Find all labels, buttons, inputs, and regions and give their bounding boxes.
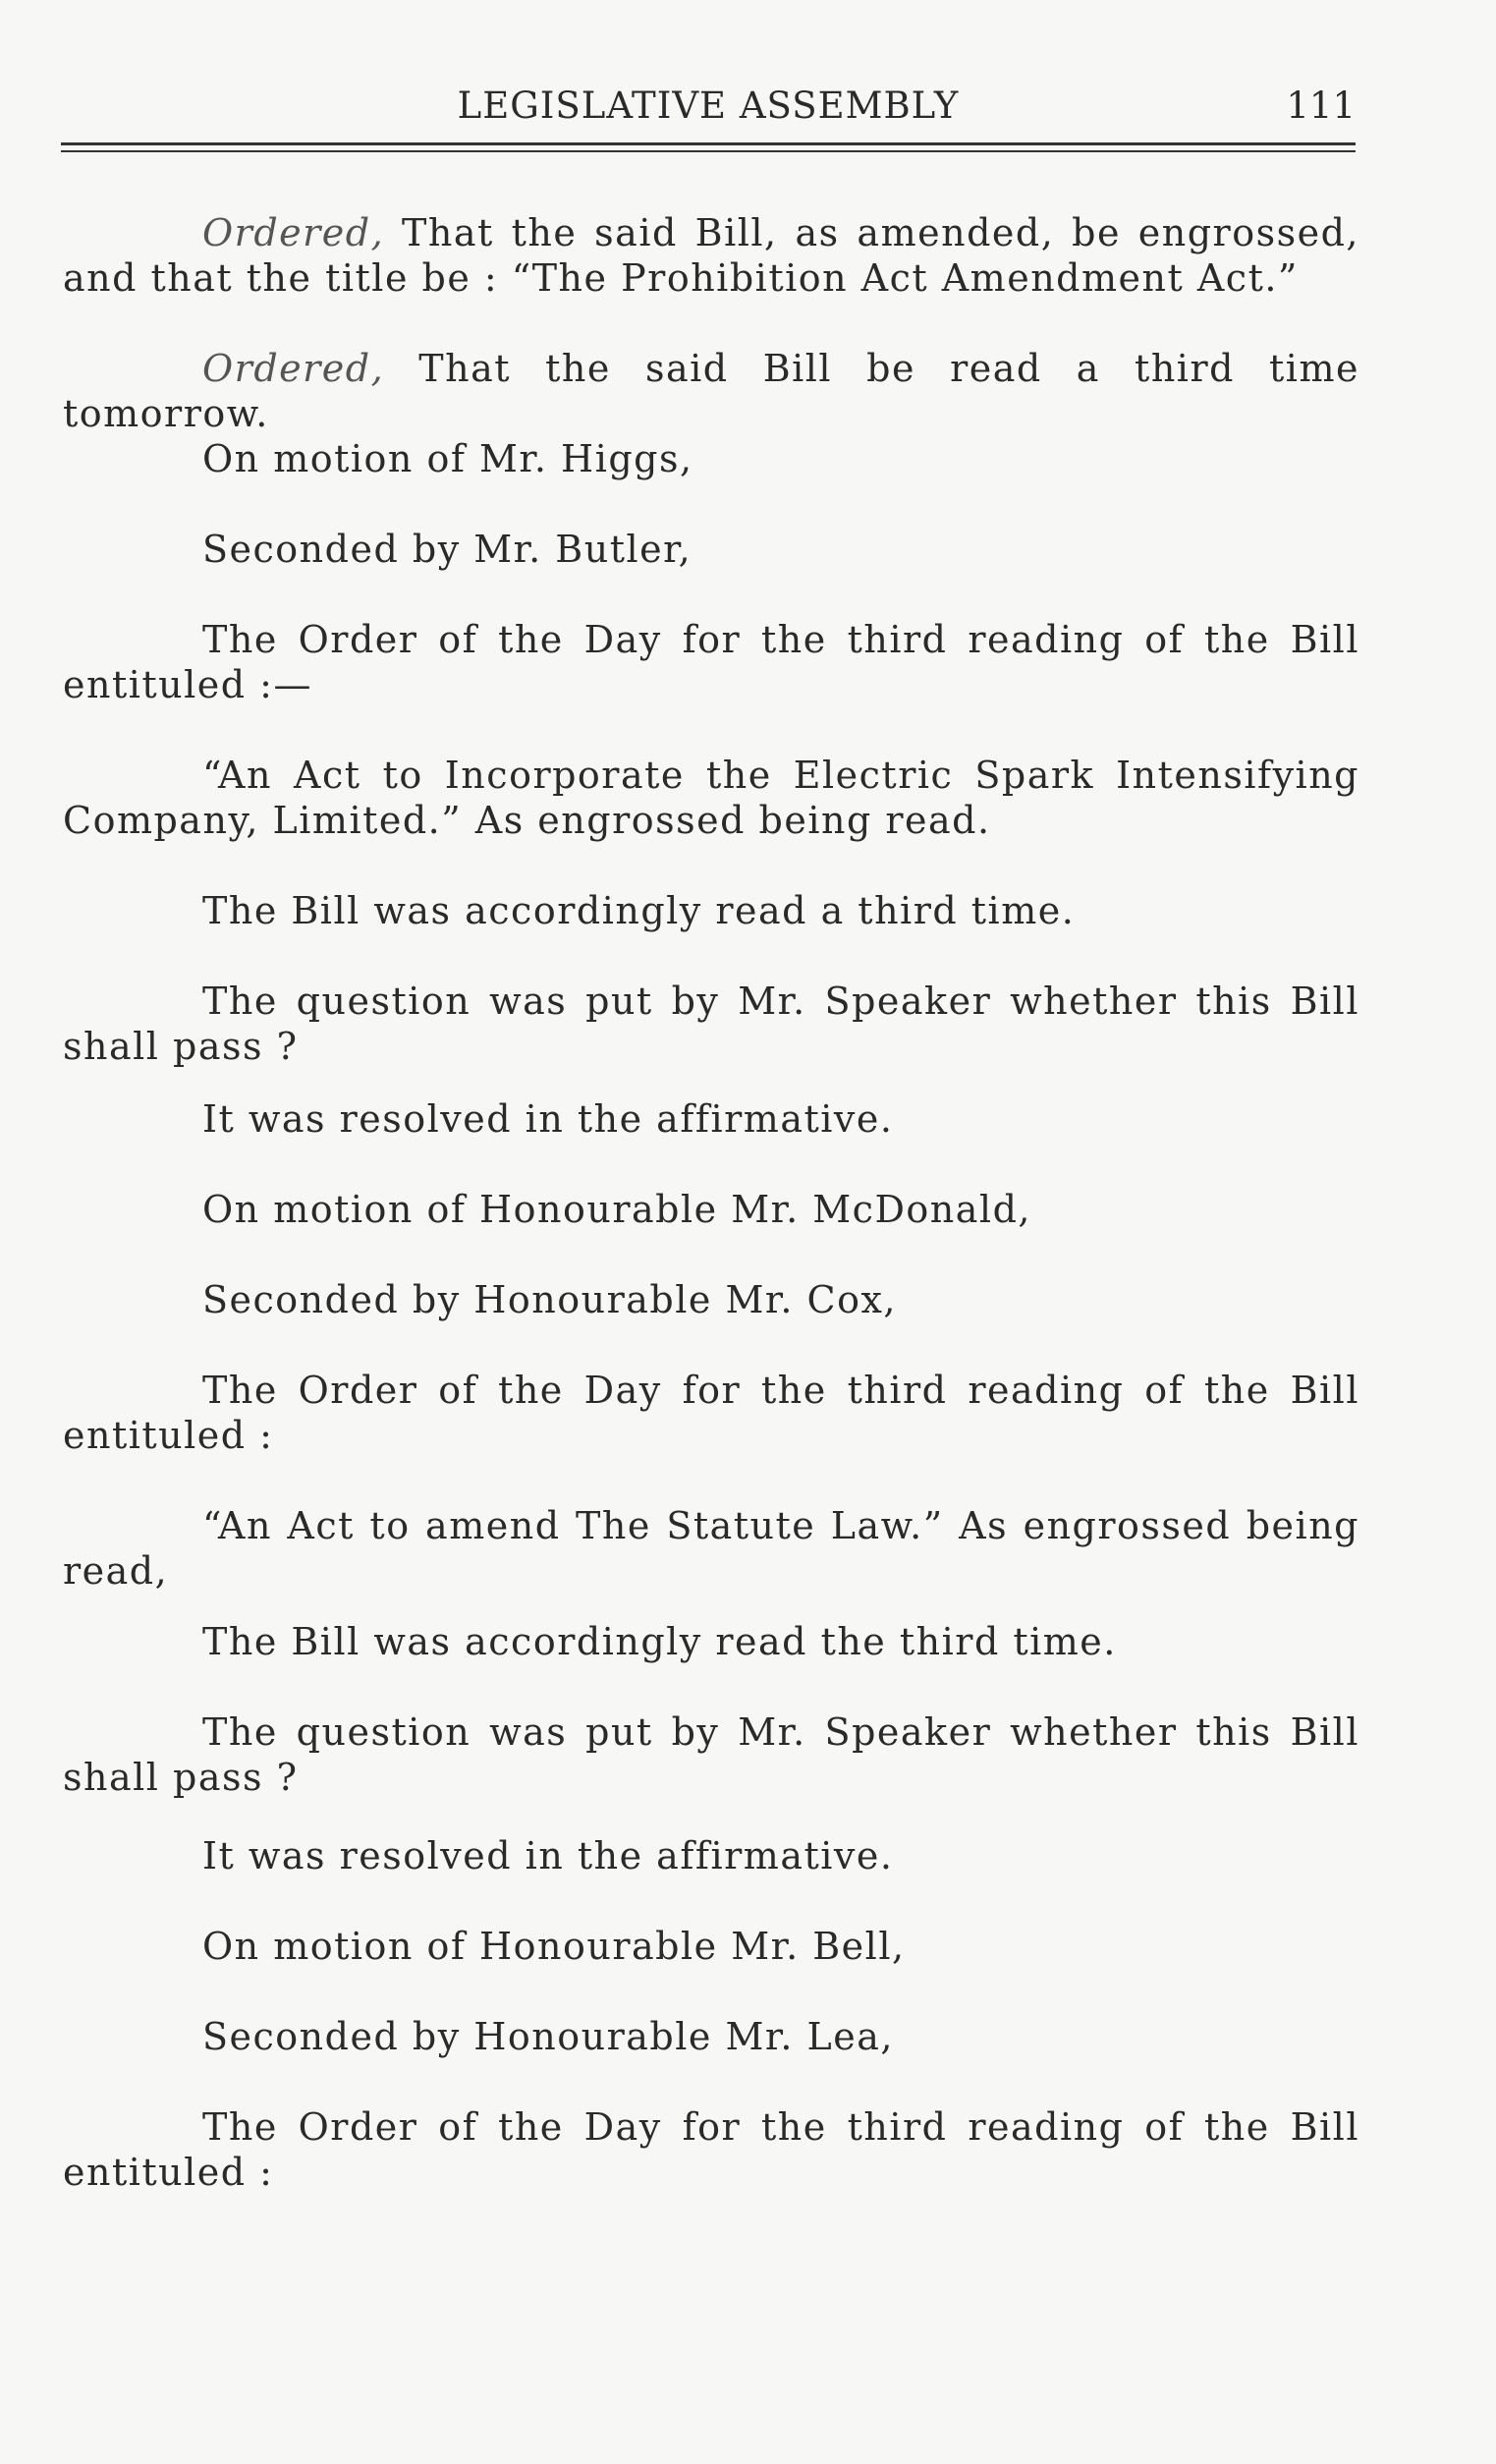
header-rule-bottom <box>61 150 1356 152</box>
header-title: LEGISLATIVE ASSEMBLY <box>457 84 960 127</box>
paragraph-ordered-engrossed <box>63 210 1359 301</box>
paragraph-text: Seconded by Mr. Butler, <box>202 528 693 571</box>
paragraph-continuation: Company, Limited.” As engrossed being read. <box>63 799 991 842</box>
running-header <box>61 84 1356 130</box>
paragraph-order-of-day <box>63 617 1359 707</box>
paragraph-bill-read <box>63 1619 1359 1664</box>
ordered-label: Ordered, <box>202 211 385 254</box>
paragraph-order-of-day <box>63 1368 1359 1458</box>
paragraph-text: The question was put by Mr. Speaker whether this Bill <box>202 1710 1359 1754</box>
paragraph-seconded-lea <box>63 2014 1359 2059</box>
page-number: 111 <box>1286 84 1356 127</box>
paragraph-text: The Bill was accordingly read a third time. <box>202 889 1076 932</box>
paragraph-text: It was resolved in the affirmative. <box>202 1834 894 1877</box>
paragraph-act-electric-spark <box>63 753 1359 843</box>
paragraph-continuation: entituled : <box>63 2151 274 2194</box>
paragraph-text: The question was put by Mr. Speaker whether this Bill <box>202 980 1359 1023</box>
paragraph-text: The Order of the Day for the third reading of the Bill <box>202 2105 1359 2149</box>
paragraph-continuation: shall pass ? <box>63 1756 299 1799</box>
paragraph-text: That the said Bill, as amended, be engrossed, <box>402 211 1359 254</box>
ordered-label: Ordered, <box>202 347 385 390</box>
paragraph-motion-bell <box>63 1924 1359 1969</box>
paragraph-text: On motion of Mr. Higgs, <box>202 437 693 480</box>
paragraph-seconded-butler <box>63 527 1359 572</box>
paragraph-motion-mcdonald <box>63 1187 1359 1232</box>
paragraph-continuation: entituled :— <box>63 663 312 706</box>
paragraph-text: The Order of the Day for the third reading of the Bill <box>202 618 1359 661</box>
paragraph-continuation: and that the title be : “The Prohibition Act Amendment Act.” <box>63 256 1299 300</box>
paragraph-order-of-day <box>63 2104 1359 2195</box>
paragraph-bill-read <box>63 888 1359 933</box>
paragraph-resolved <box>63 1096 1359 1142</box>
paragraph-text: On motion of Honourable Mr. Bell, <box>202 1925 906 1968</box>
paragraph-continuation: shall pass ? <box>63 1025 299 1068</box>
paragraph-text: On motion of Honourable Mr. McDonald, <box>202 1188 1031 1231</box>
paragraph-seconded-cox <box>63 1277 1359 1322</box>
paragraph-text: The Order of the Day for the third reading of the Bill <box>202 1369 1359 1412</box>
paragraph-text: That the said Bill be read a third time tomorrow. <box>63 347 1359 435</box>
paragraph-motion-higgs <box>63 436 1359 481</box>
paragraph-text: The Bill was accordingly read the third time. <box>202 1620 1117 1663</box>
header-rule-top <box>61 142 1356 145</box>
paragraph-continuation: entituled : <box>63 1414 274 1457</box>
paragraph-ordered-third-reading <box>63 346 1359 436</box>
paragraph-question-put <box>63 1709 1359 1800</box>
paragraph-continuation: read, <box>63 1549 169 1593</box>
paragraph-resolved <box>63 1833 1359 1878</box>
paragraph-text: “An Act to Incorporate the Electric Spark Intensifying <box>202 754 1359 797</box>
paragraph-text: Seconded by Honourable Mr. Lea, <box>202 2015 894 2058</box>
paragraph-act-statute-law <box>63 1503 1359 1594</box>
paragraph-question-put <box>63 979 1359 1069</box>
paragraph-text: It was resolved in the affirmative. <box>202 1097 894 1141</box>
paragraph-text: “An Act to amend The Statute Law.” As engrossed being <box>202 1504 1359 1547</box>
paragraph-text: Seconded by Honourable Mr. Cox, <box>202 1278 897 1321</box>
